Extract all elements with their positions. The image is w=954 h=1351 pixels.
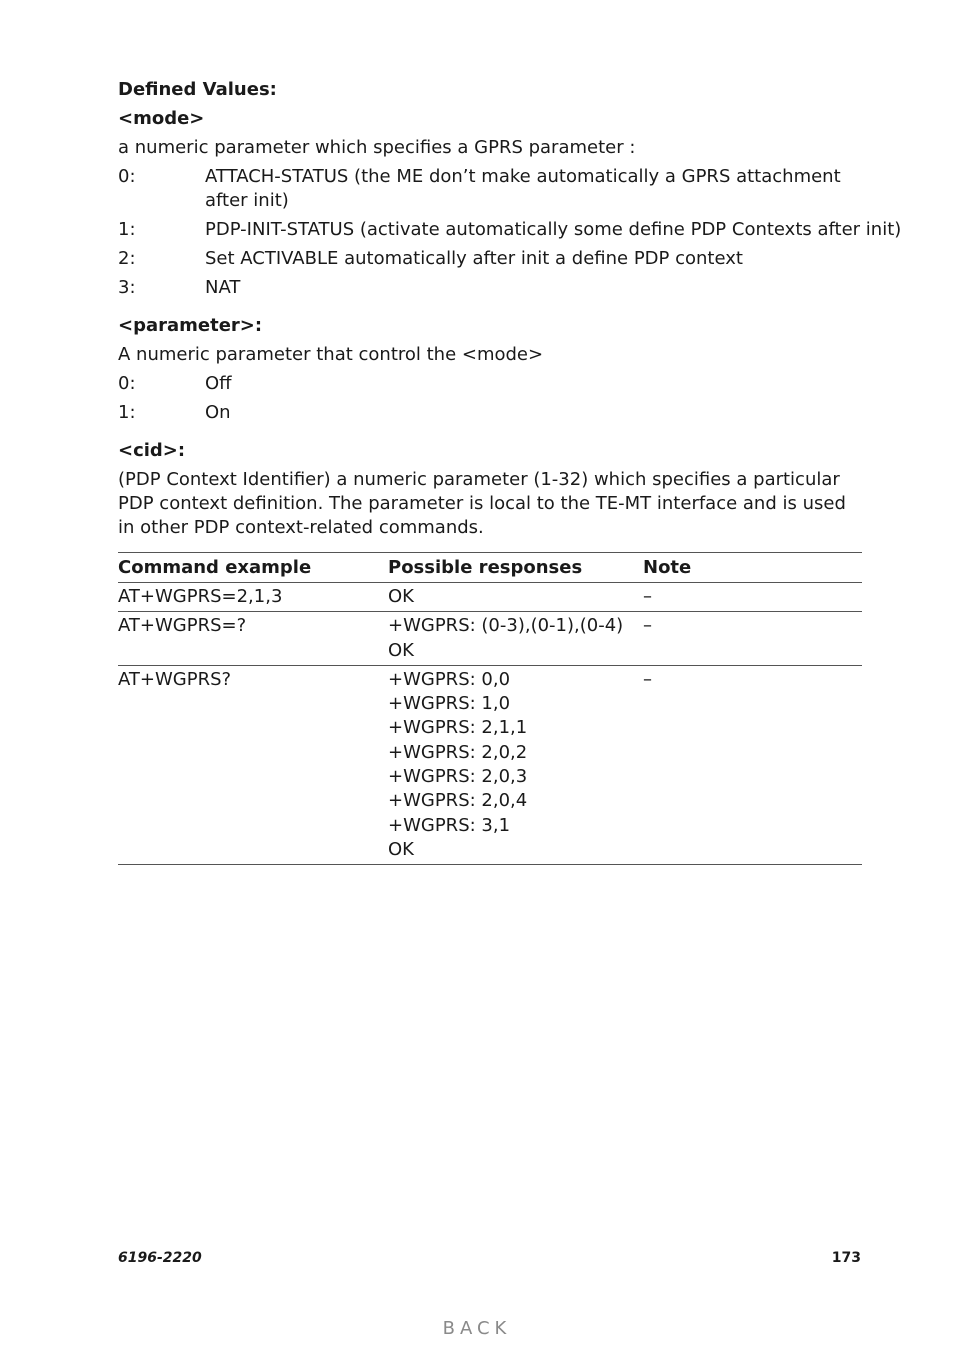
response-line: +WGPRS: 2,0,4 [388, 790, 528, 812]
mode-value-key: 2: [118, 248, 136, 269]
parameter-description: A numeric parameter that control the <mode> [118, 344, 544, 365]
mode-heading: <mode> [118, 108, 205, 129]
mode-value-text: PDP-INIT-STATUS (activate automatically some define PDP Contexts after init) [205, 219, 902, 240]
command-example-table [118, 552, 862, 865]
page-number: 173 [831, 1250, 861, 1266]
note-cell: – [643, 612, 862, 666]
command-cell: AT+WGPRS=? [118, 612, 388, 666]
response-line: +WGPRS: 2,0,3 [388, 766, 528, 788]
note-cell: – [643, 668, 652, 690]
table-row [118, 583, 862, 612]
parameter-value-text: Off [205, 373, 232, 394]
response-line: OK [388, 639, 414, 661]
note-cell: – [643, 583, 862, 612]
page-content [118, 78, 902, 865]
defined-values-heading: Defined Values: [118, 79, 277, 100]
parameter-value-key: 1: [118, 402, 136, 423]
mode-value-key: 0: [118, 166, 136, 187]
parameter-values-list [118, 372, 862, 425]
response-line: +WGPRS: 1,0 [388, 693, 511, 715]
parameter-value-row [118, 372, 862, 396]
response-line: +WGPRS: 2,0,2 [388, 741, 528, 763]
response-line: +WGPRS: (0-3),(0-1),(0-4) [388, 615, 624, 637]
cid-heading: <cid>: [118, 440, 186, 461]
responses-cell [388, 665, 643, 864]
mode-value-row [118, 276, 862, 300]
responses-cell [388, 583, 643, 612]
mode-value-text: ATTACH-STATUS (the ME don’t make automatically a GPRS attachment after init) [205, 166, 841, 211]
column-header-responses: Possible responses [388, 553, 643, 583]
mode-value-row [118, 165, 862, 213]
table-row [118, 612, 862, 666]
responses-cell [388, 612, 643, 666]
mode-value-text: Set ACTIVABLE automatically after init a define PDP context [205, 248, 743, 269]
parameter-value-text: On [205, 402, 231, 423]
parameter-value-key: 0: [118, 373, 136, 394]
mode-value-row [118, 247, 862, 271]
parameter-value-row [118, 401, 862, 425]
response-line: +WGPRS: 3,1 [388, 814, 511, 836]
mode-value-row [118, 218, 902, 242]
mode-description: a numeric parameter which specifies a GPRS parameter : [118, 137, 636, 158]
cid-description: (PDP Context Identifier) a numeric parameter (1-32) which specifies a particular PDP context definition. The parameter is local to the TE-MT interface and is used in other PDP context-related commands. [118, 469, 846, 538]
mode-value-key: 3: [118, 277, 136, 298]
command-cell: AT+WGPRS? [118, 668, 232, 690]
mode-value-key: 1: [118, 219, 136, 240]
column-header-command: Command example [118, 553, 388, 583]
column-header-note: Note [643, 553, 862, 583]
table-header-row [118, 553, 862, 583]
table-row [118, 665, 862, 864]
mode-value-text: NAT [205, 277, 241, 298]
response-line: OK [388, 838, 414, 860]
document-number: 6196-2220 [118, 1250, 202, 1266]
parameter-heading: <parameter>: [118, 315, 263, 336]
response-line: +WGPRS: 2,1,1 [388, 717, 528, 739]
mode-values-list [118, 165, 902, 300]
back-link[interactable]: BACK [442, 1318, 512, 1339]
response-line: +WGPRS: 0,0 [388, 668, 511, 690]
command-cell: AT+WGPRS=2,1,3 [118, 583, 388, 612]
response-line: OK [388, 586, 414, 607]
